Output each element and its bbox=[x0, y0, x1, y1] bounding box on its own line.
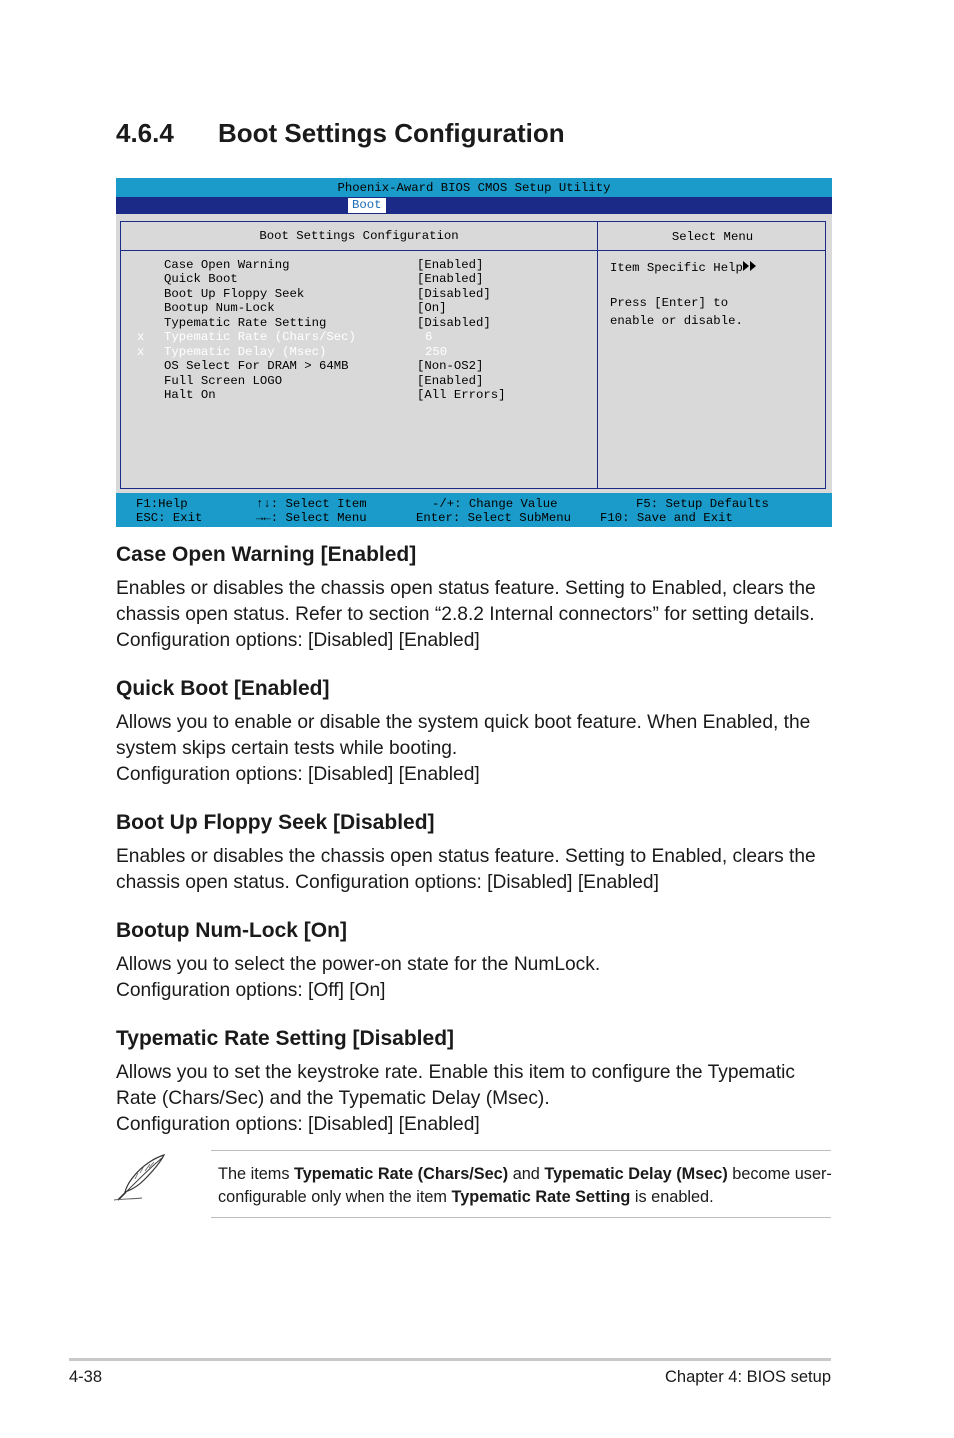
item-heading: Quick Boot [Enabled] bbox=[116, 677, 330, 700]
bios-item-value[interactable]: [Enabled] bbox=[417, 258, 484, 272]
bios-item-row[interactable] bbox=[121, 287, 597, 301]
bios-key-select-menu: →←: Select Menu bbox=[256, 511, 367, 525]
bios-item-value[interactable]: [Enabled] bbox=[417, 272, 484, 287]
bios-key-help: F1:Help bbox=[136, 497, 188, 511]
bios-item-mark: x bbox=[137, 344, 145, 359]
bios-item-row[interactable] bbox=[121, 301, 597, 315]
bios-item-value[interactable]: [On] bbox=[417, 301, 447, 316]
bios-item-label: Full Screen LOGO bbox=[164, 373, 283, 388]
feather-pen-icon bbox=[112, 1152, 170, 1202]
note-box bbox=[211, 1150, 831, 1218]
bios-key-save-exit: F10: Save and Exit bbox=[600, 511, 733, 525]
bios-item-label: Boot Up Floppy Seek bbox=[164, 286, 305, 301]
bios-help-line: Press [Enter] to bbox=[610, 296, 729, 310]
bios-key-change-value: -/+: Change Value bbox=[432, 497, 558, 511]
item-heading: Boot Up Floppy Seek [Disabled] bbox=[116, 811, 435, 834]
footer-rule bbox=[69, 1358, 831, 1361]
bios-key-select-item: ↑↓: Select Item bbox=[256, 497, 367, 511]
item-description: Allows you to select the power-on state for the NumLock. Configuration options: [Off] [On] bbox=[116, 954, 601, 1001]
bios-divider bbox=[597, 222, 598, 488]
bios-item-label: Bootup Num-Lock bbox=[164, 301, 275, 316]
chapter-label: Chapter 4: BIOS setup bbox=[664, 1368, 831, 1386]
bios-item-label: OS Select For DRAM > 64MB bbox=[164, 359, 349, 374]
bios-item-row[interactable] bbox=[121, 272, 597, 286]
item-heading: Case Open Warning [Enabled] bbox=[116, 543, 417, 566]
bios-item-row[interactable] bbox=[121, 374, 597, 388]
bios-body bbox=[116, 214, 832, 493]
section-title bbox=[116, 118, 565, 149]
note-text: The items Typematic Rate (Chars/Sec) and Typematic Delay (Msec) become user-configurable only when the item Typematic Rate Setting is enabled. bbox=[218, 1165, 832, 1206]
bios-help-line: enable or disable. bbox=[610, 313, 743, 328]
bios-frame bbox=[120, 221, 826, 489]
bios-item-value[interactable]: [Enabled] bbox=[417, 373, 484, 388]
item-description: Enables or disables the chassis open status feature. Setting to Enabled, clears the chassis open status. Configuration options: [Disabled] [Enabled] bbox=[116, 846, 816, 893]
bios-item-row bbox=[121, 345, 597, 359]
bios-item-row[interactable] bbox=[121, 258, 597, 272]
item-description: Allows you to set the keystroke rate. Enable this item to configure the Typematic Rate (Chars/Sec) and the Typematic Delay (Msec). Configuration options: [Disabled] [Enabled] bbox=[116, 1062, 796, 1135]
item-description: Allows you to enable or disable the system quick boot feature. When Enabled, the system skips certain tests while booting. Configuration options: [Disabled] [Enabled] bbox=[116, 712, 811, 785]
bios-item-label: Typematic Delay (Msec) bbox=[164, 344, 327, 359]
bios-key-exit: ESC: Exit bbox=[136, 511, 203, 525]
bios-item-row bbox=[121, 330, 597, 344]
bios-item-label: Typematic Rate (Chars/Sec) bbox=[164, 330, 356, 345]
bios-item-value: 6 bbox=[425, 330, 433, 345]
page-number: 4-38 bbox=[69, 1368, 103, 1386]
bios-item-label: Quick Boot bbox=[164, 272, 238, 287]
bios-item-value[interactable]: [Non-OS2] bbox=[417, 359, 484, 374]
bios-item-row[interactable] bbox=[121, 359, 597, 373]
section-number: 4.6.4 bbox=[116, 118, 174, 148]
bios-help-heading: Item Specific Help bbox=[610, 260, 820, 278]
bios-item-value: 250 bbox=[425, 344, 448, 359]
bios-panel-title: Boot Settings Configuration bbox=[259, 229, 459, 243]
bios-item-value[interactable]: [Disabled] bbox=[417, 286, 491, 301]
double-arrow-right-icon bbox=[743, 261, 757, 271]
bios-screenshot bbox=[116, 178, 832, 527]
bios-item-mark: x bbox=[137, 330, 145, 345]
bios-divider bbox=[121, 250, 825, 251]
bios-help-panel bbox=[610, 260, 820, 330]
bios-footer bbox=[116, 496, 832, 527]
item-description: Enables or disables the chassis open status feature. Setting to Enabled, clears the chassis open status. Refer to section “2.8.2 Internal connectors” for setting details. Configuration options: [Disabled] [Enabled] bbox=[116, 578, 816, 651]
bios-item-label: Typematic Rate Setting bbox=[164, 315, 327, 330]
bios-tab-boot[interactable]: Boot bbox=[348, 198, 386, 213]
section-title-text: Boot Settings Configuration bbox=[218, 118, 565, 148]
bios-key-defaults: F5: Setup Defaults bbox=[636, 497, 769, 511]
item-heading: Typematic Rate Setting [Disabled] bbox=[116, 1027, 455, 1050]
bios-title: Phoenix-Award BIOS CMOS Setup Utility bbox=[337, 181, 611, 195]
bios-item-label: Case Open Warning bbox=[164, 258, 290, 272]
bios-help-title: Select Menu bbox=[671, 230, 754, 244]
bios-item-value[interactable]: [Disabled] bbox=[417, 315, 491, 330]
bios-item-value[interactable]: [All Errors] bbox=[417, 387, 506, 402]
bios-item-label: Halt On bbox=[164, 387, 216, 402]
item-heading: Bootup Num-Lock [On] bbox=[116, 919, 347, 942]
bios-menubar bbox=[116, 197, 832, 214]
bios-key-submenu: Enter: Select SubMenu bbox=[416, 511, 571, 525]
bios-item-row[interactable] bbox=[121, 388, 597, 402]
bios-item-row[interactable] bbox=[121, 316, 597, 330]
bios-item-list bbox=[121, 258, 597, 402]
